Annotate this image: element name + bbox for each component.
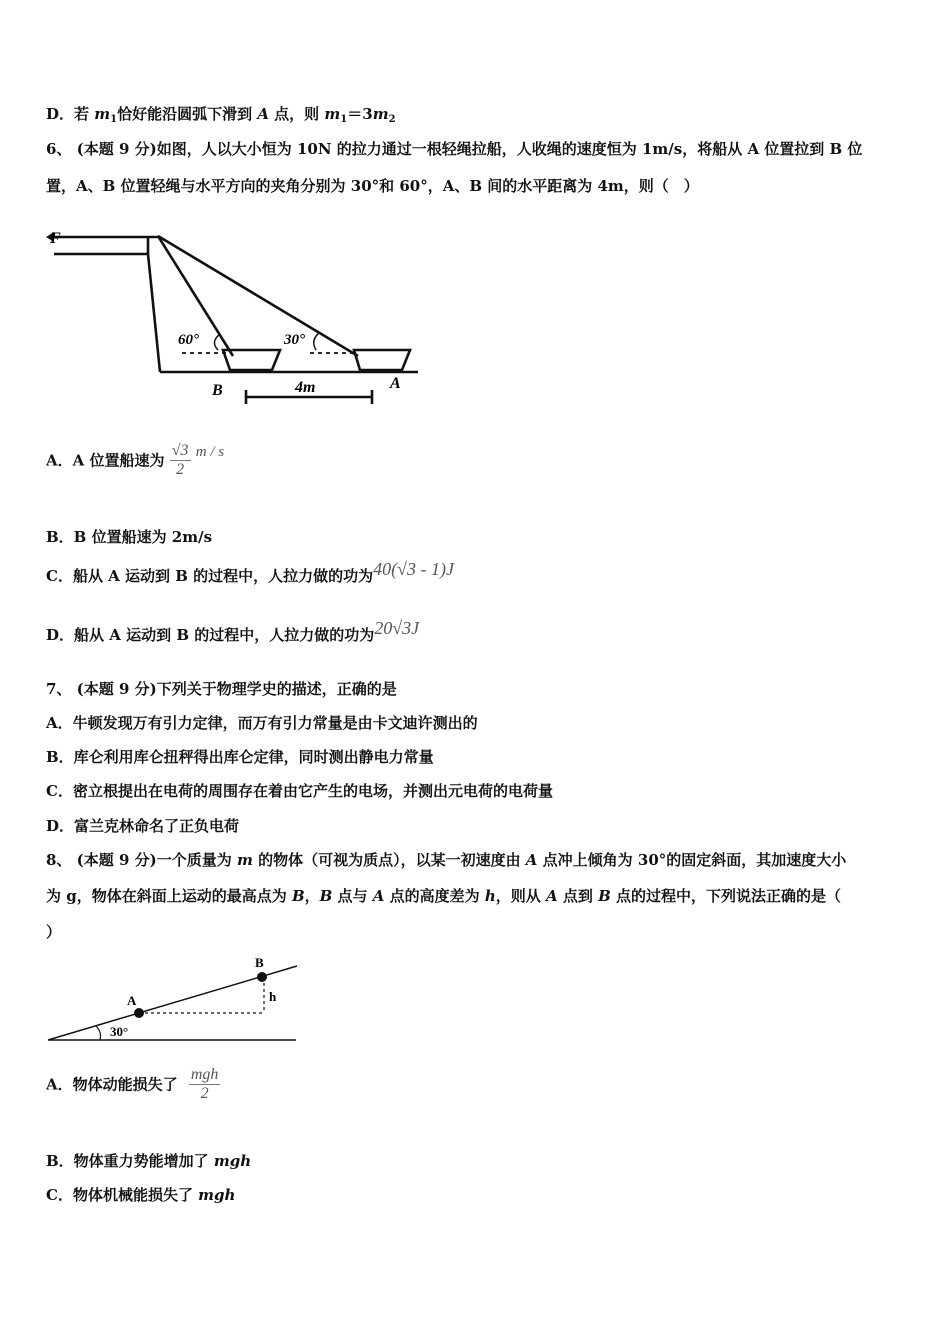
q6-stem-line2: 置，A、B 位置轻绳与水平方向的夹角分别为 30°和 60°，A、B 间的水平距离为 4m，则（ ） — [46, 177, 699, 195]
q5-option-d: D．若 $m_1$恰好能沿圆弧下滑到 A 点，则 $m_1=3m_2$ — [46, 105, 396, 125]
q8-option-c: C．物体机械能损失了 mgh — [46, 1186, 236, 1204]
q8-point-b-dot — [257, 972, 267, 982]
q7-option-d: D．富兰克林命名了正负电荷 — [46, 817, 240, 835]
q8-stem-line2: 为 g，物体在斜面上运动的最高点为 B，B 点与 A 点的高度差为 h，则从 A 点到 B 点的过程中，下列说法正确的是（ — [46, 887, 842, 905]
q8-incline-figure — [44, 952, 304, 1047]
q7-option-a: A．牛顿发现万有引力定律，而万有引力常量是由卡文迪许测出的 — [46, 714, 478, 732]
q8-option-b: B．物体重力势能增加了 mgh — [46, 1152, 252, 1170]
q6-option-b: B．B 位置船速为 2m/s — [46, 528, 213, 546]
q6-option-a: A．A 位置船速为 $\frac{√3}{2}$ m / s — [46, 442, 225, 478]
q6-point-a: A — [390, 375, 401, 392]
q8-option-a: A．物体动能损失了 $\frac{\text{mgh}}{2}$ — [46, 1066, 219, 1102]
q8-stem-line3: ） — [46, 923, 62, 941]
q6-stem-line1: 6、 (本题 9 分)如图，人以大小恒为 10N 的拉力通过一根轻绳拉船，人收绳的速度恒为 1m/s，将船从 A 位置拉到 B 位 — [46, 140, 863, 158]
q8-point-b: B — [255, 955, 264, 970]
q6-force-label: F — [50, 230, 61, 247]
q7-option-c: C．密立根提出在电荷的周围存在着由它产生的电场，并测出元电荷的电荷量 — [46, 782, 553, 800]
q6-angle-30: 30° — [284, 332, 305, 348]
q6-boat-figure — [40, 222, 430, 412]
q8-stem-line1: 8、 (本题 9 分)一个质量为 m 的物体（可视为质点），以某一初速度由 A 点冲上倾角为 30°的固定斜面，其加速度大小 — [46, 851, 847, 869]
q6-option-c: C．船从 A 运动到 B 的过程中，人拉力做的功为40(√3 - 1)J — [46, 559, 455, 585]
q6-distance-label: 4m — [295, 379, 316, 396]
q8-height-label: h — [269, 989, 277, 1004]
q6-option-d: D．船从 A 运动到 B 的过程中，人拉力做的功为20√3J — [46, 618, 420, 644]
q6-angle-60: 60° — [178, 332, 199, 348]
q8-angle-label: 30° — [110, 1024, 129, 1039]
q6-point-b: B — [212, 382, 223, 399]
q8-point-a: A — [127, 993, 137, 1008]
q7-stem: 7、 (本题 9 分)下列关于物理学史的描述，正确的是 — [46, 680, 397, 698]
q7-option-b: B．库仑利用库仑扭秤得出库仑定律，同时测出静电力常量 — [46, 748, 434, 766]
q8-point-a-dot — [134, 1008, 144, 1018]
